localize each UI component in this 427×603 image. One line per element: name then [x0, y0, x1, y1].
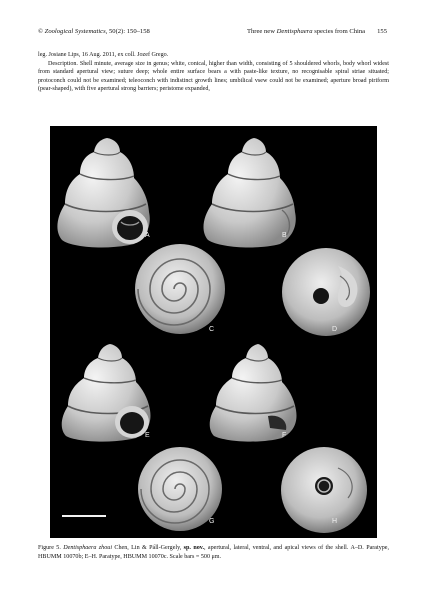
- shell-view-c: [135, 244, 225, 334]
- panel-label-a: A: [145, 232, 150, 239]
- sp-nov-label: sp. nov.: [183, 545, 204, 551]
- figure-plate: [50, 126, 377, 538]
- panel-label-e: E: [145, 432, 150, 439]
- panel-label-f: F: [282, 432, 287, 439]
- shell-view-d: [282, 248, 370, 336]
- shell-view-h: [281, 447, 367, 533]
- page-number: 155: [377, 28, 387, 35]
- panel-label-g: G: [209, 518, 215, 525]
- shell-view-a: [57, 138, 149, 247]
- description-paragraph: Description. Shell minute, average size in genus; white, conical, higher than width, consisting of 5 shouldered whorls, body whorl widest from standard apertural view; suture deep; whole entire surface bears a with paste-like texture, no recognisable spiral striae situated; protoconch could not be examined; teleoconch with indistinct growth lines; umbilical vsew could not be examined; aperture broad piriform (pear-shaped), with five apertural strong barriers; peristome expanded,: [38, 60, 389, 93]
- material-line: leg. Josiane Lips, 16 Aug. 2011, ex coll. Jozef Grego.: [38, 52, 169, 58]
- figure-caption: Figure 5. Dentisphaera zhoui Chen, Lin & Páll-Gergely, sp. nov., apertural, lateral, ventral, and apical views of the shell. A–D. Paratype, HBUMM 10070b; E–H. Paratype, HBUMM 10070c. Scale bars = 500 μm.: [38, 545, 390, 560]
- running-head-title: Three new Dentisphaera species from China 155: [246, 28, 387, 35]
- scale-bar: [62, 515, 106, 517]
- journal-volume: , 50(2): 150–158: [105, 28, 150, 35]
- panel-label-h: H: [332, 518, 338, 525]
- species-name: Dentisphaera zhoui: [63, 545, 113, 551]
- journal-name: Zoological Systematics: [44, 28, 106, 35]
- running-head-citation: © Zoological Systematics, 50(2): 150–158: [38, 28, 150, 35]
- panel-label-d: D: [332, 326, 338, 333]
- panel-label-b: B: [282, 232, 287, 239]
- genus-name: Dentisphaera: [276, 28, 313, 35]
- panel-label-c: C: [209, 326, 215, 333]
- body-text: [38, 51, 389, 94]
- shell-view-e: [62, 344, 151, 442]
- shell-view-f: [210, 344, 297, 442]
